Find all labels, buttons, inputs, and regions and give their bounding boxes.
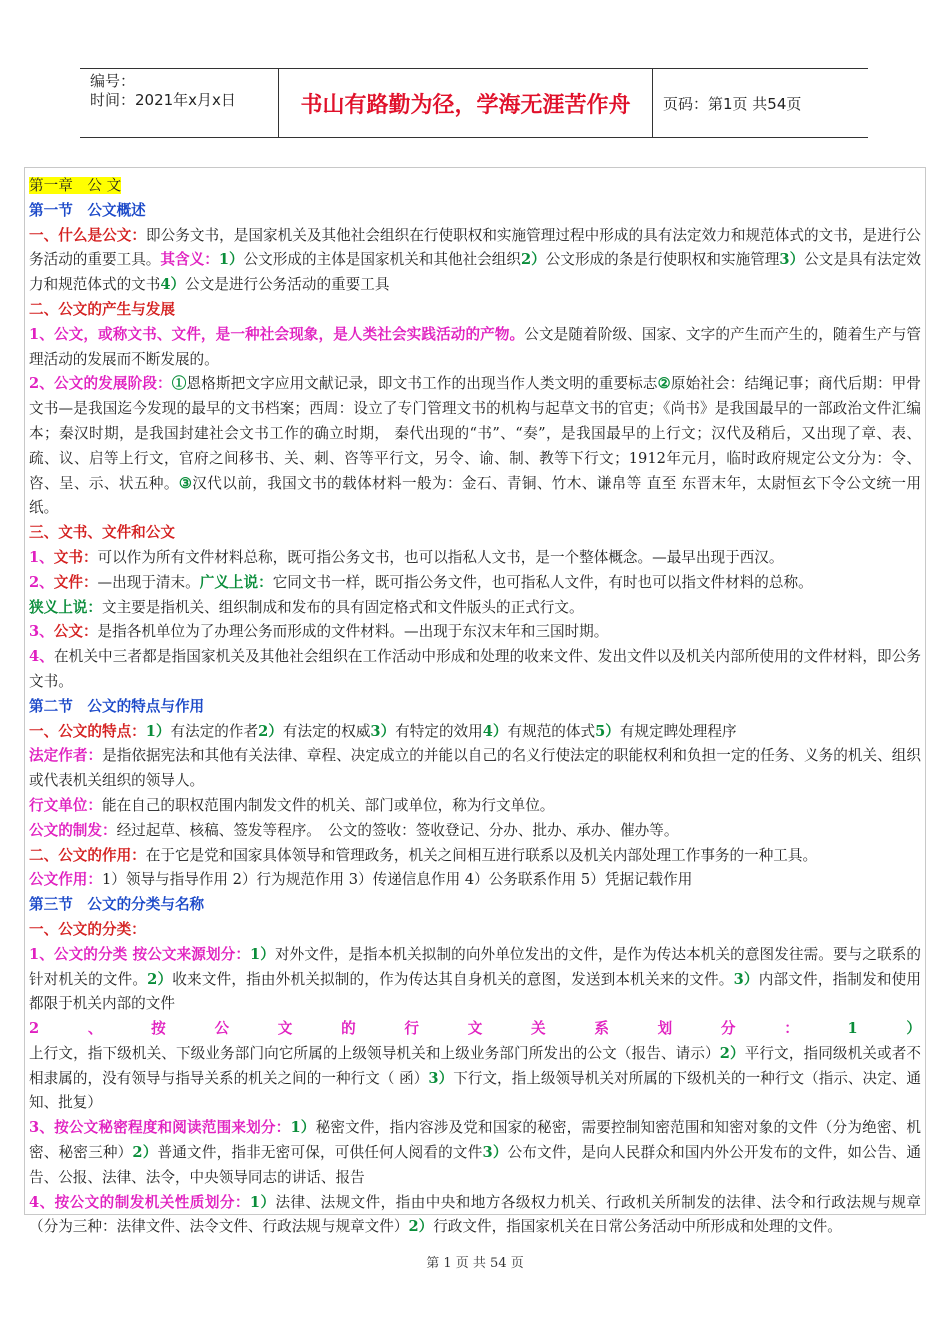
paragraph (29, 323, 921, 373)
text-run: 公文形成的主体是国家机关和其他社会组织 (243, 251, 522, 269)
paragraph (29, 943, 921, 1017)
text-run: 普通文件，指非无密可保，可供任何人阅看的文件 (157, 1144, 483, 1162)
paragraph (29, 571, 921, 596)
doc-number-label: 编号： (90, 72, 136, 90)
text-run: 对外文件，是指本机关拟制的向外单位发出的文件，是作为传达本机关的意图发往需。要与之联系的针对机关的文件。 (29, 945, 921, 988)
text-run: 1）领导与指导作用 2）行为规范作用 3）传递信息作用 4）公务联系作用 5）凭据记载作用 (101, 871, 693, 889)
text-run: 公文是进行公务活动的重要工具 (185, 276, 390, 294)
text-run: 文书： (53, 548, 98, 566)
paragraph (29, 893, 921, 918)
text-run: 3） (370, 722, 396, 740)
paragraph (29, 620, 921, 645)
text-run: 秘密文件，指内容涉及党和国家的秘密，需要控制知密范围和知密对象的文件（分为绝密、机密、秘密三种） (29, 1119, 922, 1162)
text-run: 恩格斯把文字应用文献记录，即文书工作的出现当作人类文明的重要标志 (186, 375, 658, 393)
text-run: 即公务文书，是国家机关及其他社会组织在行使职权和实施管理过程中形成的具有法定效力和规范体式的文书，是进行公务活动的重要工具。 (29, 226, 921, 269)
text-run: 2） (719, 1044, 745, 1062)
text-run: 3） (733, 970, 759, 988)
paragraph (29, 868, 921, 893)
text-run: 1、 (29, 548, 54, 566)
text-run: 行文单位： (29, 796, 102, 814)
text-run: 有特定的效用 (395, 722, 483, 740)
text-run: 有法定的权威 (282, 722, 371, 740)
paragraph (29, 720, 921, 745)
text-run: 1） (290, 1119, 316, 1137)
text-run: 第一节 公文概述 (29, 201, 146, 219)
text-run: —出现于清末。 (97, 573, 200, 591)
text-run: 法定作者： (29, 747, 103, 765)
text-run: 一、公文的特点： (29, 722, 146, 740)
text-run: 公文： (53, 623, 98, 641)
text-run: 是指各机单位为了办理公务而形成的文件材料。—出现于东汉末年和三国时期。 (97, 623, 609, 641)
text-run: 广义上说： (199, 573, 273, 591)
text-run: 1） (218, 251, 244, 269)
text-run: 3、按公文秘密程度和阅读范围来划分： (29, 1119, 291, 1137)
text-run: 1） (249, 1193, 276, 1211)
text-run: 2） (132, 1144, 158, 1162)
text-run: 第一章 公 文 (29, 177, 122, 194)
paragraph (29, 224, 921, 298)
paragraph (29, 521, 921, 546)
paragraph (29, 1191, 921, 1241)
text-run: 公文作用： (29, 871, 102, 889)
text-run: 3） (482, 1144, 508, 1162)
text-run: 可以作为所有文件材料总称，既可指公务文书，也可以指私人文书，是一个整体概念。—最早出现于西汉。 (97, 548, 784, 566)
text-run: 内部文件，指制发和使用都限于机关内部的文件 (29, 970, 921, 1013)
paragraph (29, 819, 921, 844)
text-run: 有规范的体式 (507, 722, 596, 740)
text-run: 有规定睥处理程序 (619, 722, 737, 740)
text-run: 3、 (29, 623, 54, 641)
paragraph (29, 744, 921, 794)
paragraph (29, 645, 921, 695)
text-run: 二、公文的作用： (29, 846, 146, 864)
text-run: 4、 (29, 648, 54, 666)
text-run: 公文的制发： (29, 821, 117, 839)
content-box (24, 167, 926, 1236)
text-run: ① (171, 375, 187, 393)
paragraph (29, 546, 921, 571)
paragraph (29, 1017, 921, 1116)
text-run: 公文是随着阶级、国家、文字的产生而产生的，随着生产与管理活动的发展而不断发展的。 (29, 325, 921, 368)
text-run: 汉代以前，我国文书的载体材料一般为：金石、青铜、竹木、谦帛等 直至 东晋末年，太尉恒玄下令公文统一用纸。 (29, 474, 921, 517)
text-run: 公文形成的条是行使职权和实施管理 (545, 251, 780, 269)
header-meta (80, 69, 279, 137)
text-run: 经过起草、核稿、签发等程序。 公文的签收：签收登记、分办、批办、承办、催办等。 (116, 821, 679, 839)
text-run: 狭义上说： (29, 598, 102, 616)
text-run: 公文是具有法定效力和规范体式的文书 (29, 251, 921, 294)
text-run: 5） (595, 722, 620, 740)
text-run: 2） (408, 1218, 434, 1236)
text-run: 4） (482, 722, 508, 740)
text-run: 1、公文的分类 按公文来源划分： (29, 945, 251, 963)
text-run: 公布文件，是向人民群众和国内外公开发布的文件，如公告、通告、公报、法律、法令，中央领导同志的讲话、报告 (29, 1144, 921, 1186)
document-body (25, 168, 925, 1240)
paragraph (29, 372, 921, 521)
text-run: 下行文，指上级领导机关对所属的下级机关的一种行文（指示、决定、通知、批复） (29, 1069, 921, 1112)
text-run: 一、什么是公文： (29, 226, 146, 244)
text-run: 原始社会：结绳记事；商代后期：甲骨文书—是我国迄今发现的最早的文书档案；西周：设立了专门管理文书的机构与起草文书的官吏；《尚书》是我国最早的一部政治文件汇编本；秦汉时期，是我国封建社会文书工作的确立时期， 秦代出现的“书”、“奏”，是我国最早的上行文；汉代及稍后，又出现了章、表、疏、议、启等上行文，官府之间移书、关、刺、咨等平行文，另令、谕、制、教等下行文；1912年元月，临时政府规定公文分为：令、咨、呈、示、状五种。 (29, 375, 921, 492)
text-run: 行政文件，指国家机关在日常公务活动中所形成和处理的文件。 (433, 1218, 842, 1236)
text-run: 2） (147, 970, 173, 988)
paragraph (29, 794, 921, 819)
doc-time-label: 时间：2021年x月x日 (90, 91, 236, 109)
text-run: 1、公文，或称文书、文件，是一种社会现象，是人类社会实践活动的产物。 (29, 325, 525, 343)
text-run: 有法定的作者 (170, 722, 259, 740)
paragraph (29, 174, 921, 199)
header-motto: 书山有路勤为径，学海无涯苦作舟 (279, 69, 653, 137)
text-run: 法律、法规文件，指由中央和地方各级权力机关、行政机关所制发的法律、法令和行政法规与规章（分为三种：法律文件、法令文件、行政法规与规章文件） (29, 1193, 921, 1236)
text-run: 2、按公文的行文关系划分： (29, 1020, 848, 1038)
text-run: ② (657, 375, 671, 393)
text-run: 它同文书一样，既可指公务文件，也可指私人文件，有时也可以指文件材料的总称。 (272, 573, 813, 591)
text-run: 1） (145, 722, 171, 740)
text-run: 2） (521, 251, 546, 269)
text-run: 能在自己的职权范围内制发文件的机关、部门或单位，称为行文单位。 (101, 796, 555, 814)
text-run: 收来文件，指由外机关拟制的，作为传达其自身机关的意图，发送到本机关来的文件。 (172, 970, 734, 988)
text-run: 4） (160, 276, 186, 294)
text-run: 二、公文的产生与发展 (29, 300, 175, 318)
paragraph (29, 918, 921, 943)
text-run: 2、 (29, 573, 54, 591)
text-run: 2、公文的发展阶段： (29, 375, 172, 393)
text-run: 是指依据宪法和其他有关法律、章程、决定成立的并能以自己的名义行使法定的职能权利和负担一定的任务、义务的机关、组织或代表机关组织的领导人。 (29, 747, 921, 790)
paragraph (29, 695, 921, 720)
text-run: 1） (847, 1020, 922, 1038)
text-run: 4、按公文的制发机关性质划分： (29, 1193, 250, 1211)
page-footer: 第 1 页 共 54 页 (426, 1256, 524, 1271)
text-run: 1） (250, 945, 275, 963)
paragraph (29, 844, 921, 869)
paragraph (29, 596, 921, 621)
text-run: 平行文，指同级机关或者不相隶属的，没有领导与指导关系的机关之间的一种行文（ 函） (29, 1044, 921, 1087)
text-run: 上行文，指下级机关、下级业务部门向它所属的上级领导机关和上级业务部门所发出的公文（报告、请示） (29, 1044, 720, 1062)
text-run: 文主要是指机关、组织制成和发布的具有固定格式和文件版头的正式行文。 (101, 598, 584, 616)
text-run: 在于它是党和国家具体领导和管理政务，机关之间相互进行联系以及机关内部处理工作事务的一种工具。 (145, 846, 818, 864)
paragraph (29, 298, 921, 323)
text-run: 3） (428, 1069, 454, 1087)
paragraph (29, 1116, 921, 1190)
text-run: 文件： (53, 573, 98, 591)
text-run: 3） (779, 251, 805, 269)
text-run: 2） (258, 722, 283, 740)
page-header (80, 68, 868, 138)
text-run: 在机关中三者都是指国家机关及其他社会组织在工作活动中形成和处理的收来文件、发出文件以及机关内部所使用的文件材料，即公务文书。 (29, 648, 922, 690)
text-run: 三、文书、文件和公文 (29, 524, 175, 542)
paragraph (29, 199, 921, 224)
text-run: 一、公文的分类： (29, 920, 146, 938)
text-run: 其含义： (160, 251, 219, 269)
text-run: 第二节 公文的特点与作用 (29, 697, 205, 715)
text-run: ③ (178, 474, 193, 492)
header-page-number: 页码：第1页 共54页 (663, 94, 802, 113)
text-run: 第三节 公文的分类与名称 (29, 896, 205, 914)
